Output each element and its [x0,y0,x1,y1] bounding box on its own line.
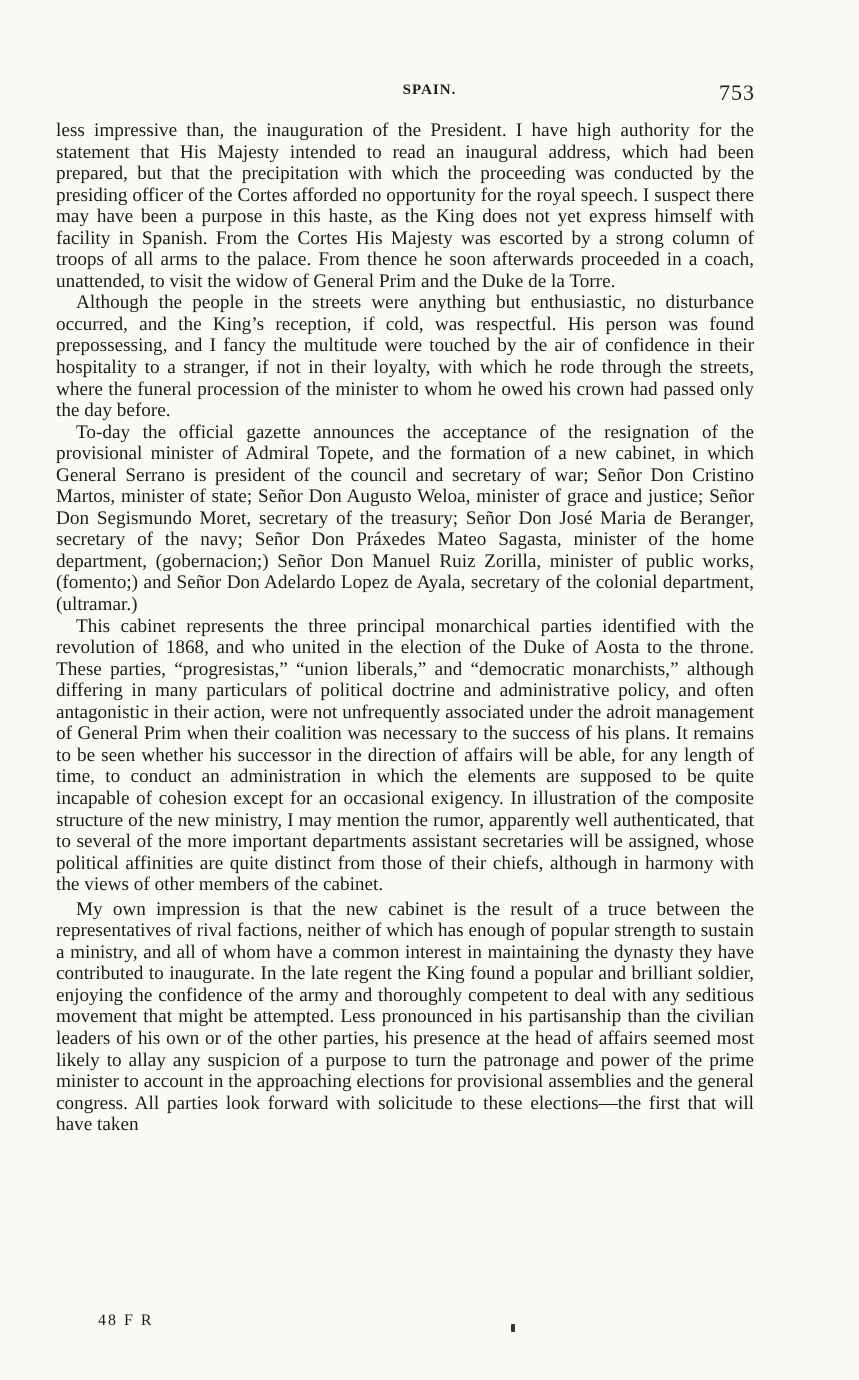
printer-signature-mark: 48 F R [98,1312,154,1329]
paragraph: To-day the official gazette announces the acceptance of the resignation of the provisional minister of Admiral Topete, and the formation of a new cabinet, in which General Serrano is president of the council and secretary of war; Señor Don Cristino Martos, minister of state; Señor Don Augusto Weloa, minister of grace and justice; Señor Don Segismundo Moret, secretary of the treasury; Señor Don José Maria de Beranger, secretary of the navy; Señor Don Práxedes Mateo Sagasta, minister of the home department, (gobernacion;) Señor Don Manuel Ruiz Zorilla, minister of public works, (fomento;) and Señor Don Adelardo Lopez de Ayala, secretary of the colonial department, (ultramar.) [56,421,754,616]
paragraph: My own impression is that the new cabinet is the result of a truce between the representatives of rival factions, neither of which has enough of popular strength to sustain a ministry, and all of whom have a common interest in maintaining the dynasty they have contributed to inaugurate. In the late regent the King found a popular and brilliant soldier, enjoying the confidence of the army and thoroughly competent to deal with any seditious movement that might be attempted. Less pronounced in his partisanship than the civilian leaders of his own or of the other parties, his presence at the head of affairs seemed most likely to allay any suspicion of a purpose to turn the patronage and power of the prime minister to account in the approaching elections for provisional assemblies and the general congress. All parties look forward with solicitude to these elections—the first that will have taken [56,898,754,1136]
paragraph: This cabinet represents the three principal monarchical parties identified with the revolution of 1868, and who united in the election of the Duke of Aosta to the throne. These parties, “progresistas,” “union liberals,” and “democratic monarchists,” although differing in many particulars of political doctrine and administrative policy, and often antagonistic in their action, were not unfrequently associated under the adroit management of General Prim when their coalition was necessary to the success of his plans. It remains to be seen whether his successor in the direction of affairs will be able, for any length of time, to conduct an administration in which the elements are supposed to be quite incapable of cohesion except for an occasional exigency. In illustration of the composite structure of the new ministry, I may mention the rumor, apparently well authenticated, that to several of the more important departments assistant secretaries will be assigned, whose political affinities are quite distinct from those of their chiefs, although in harmony with the views of other members of the cabinet. [56,615,754,896]
page-number: 753 [719,80,755,105]
paragraph: Although the people in the streets were anything but enthusiastic, no disturbance occurred, and the King’s reception, if cold, was respectful. His person was found prepossessing, and I fancy the multitude were touched by the air of confidence in their hospitality to a stranger, if not in their loyalty, with which he rode through the streets, where the funeral procession of the minister to whom he owed his crown had passed only the day before. [56,292,754,422]
body-text [56,120,754,1136]
ink-mark [511,1324,515,1332]
paragraph: less impressive than, the inauguration of the President. I have high authority for the statement that His Majesty intended to read an inaugural address, which had been prepared, but that the precipitation with which the proceeding was conducted by the presiding officer of the Cortes afforded no opportunity for the royal speech. I suspect there may have been a purpose in this haste, as the King does not yet express himself with facility in Spanish. From the Cortes His Majesty was escorted by a strong column of troops of all arms to the palace. From thence he soon afterwards proceeded in a coach, unattended, to visit the widow of General Prim and the Duke de la Torre. [56,120,754,292]
running-header: SPAIN. [402,82,457,98]
